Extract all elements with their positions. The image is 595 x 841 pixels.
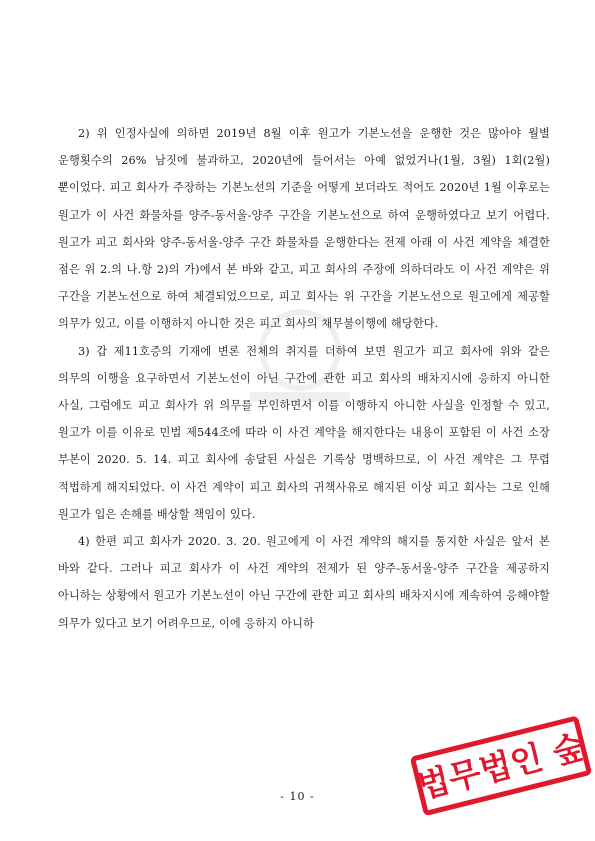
paragraph-2: 2) 위 인정사실에 의하면 2019년 8월 이후 원고가 기본노선을 운행한 것은 많아야 월별 운행횟수의 26% 남짓에 불과하고, 2020년에 들어서는 아예 없었거나(1월, 3월) 1회(2월) 뿐이었다. 피고 회사가 주장하는 기본노선의 기준을 어떻게 보더라도 적어도 2020년 1월 이후로는 원고가 이 사건 화물차를 양주-동서울-양주 구간을 기본노선으로 하여 운행하였다고 보기 어렵다. 원고가 피고 회사와 양주-동서울-양주 구간 화물차를 운행한다는 전제 아래 이 사건 계약을 체결한 점은 위 2.의 나.항 2)의 가)에서 본 바와 같고, 피고 회사의 주장에 의하더라도 이 사건 계약은 위 구간을 기본노선으로 하여 체결되었으므로, 피고 회사는 위 구간을 기본노선으로 원고에게 제공할 의무가 있고, 이를 이행하지 아니한 것은 피고 회사의 채무불이행에 해당한다.: [58, 127, 550, 331]
stamp-text: 법무법인 숲: [413, 726, 589, 806]
paragraph-4: 4) 한편 피고 회사가 2020. 3. 20. 원고에게 이 사건 계약의 해지를 통지한 사실은 앞서 본 바와 같다. 그러나 피고 회사가 이 사건 계약의 전제가 된 양주-동서울-양주 구간을 제공하지 아니하는 상황에서 원고가 기본노선이 아닌 구간에 관한 피고 회사의 배차지시에 계속하여 응해야할 의무가 있다고 보기 어려우므로, 이에 응하지 아니하: [58, 535, 550, 630]
document-body: [58, 120, 550, 637]
page-number: - 10 -: [280, 790, 315, 803]
paragraph-3: 3) 갑 제11호증의 기재에 변론 전체의 취지를 더하여 보면 원고가 피고 회사에 위와 같은 의무의 이행을 요구하면서 기본노선이 아닌 구간에 관한 피고 회사의 배차지시에 응하지 아니한 사실, 그럼에도 피고 회사가 위 의무를 부인하면서 이를 이행하지 아니한 사실을 인정할 수 있고, 원고가 이를 이유로 민법 제544조에 따라 이 사건 계약을 해지한다는 내용이 포함된 이 사건 소장 부본이 2020. 5. 14. 피고 회사에 송달된 사실은 기록상 명백하므로, 이 사건 계약은 그 무렵 적법하게 해지되었다. 이 사건 계약이 피고 회사의 귀책사유로 해지된 이상 피고 회사는 그로 인해 원고가 입은 손해를 배상할 책임이 있다.: [58, 344, 550, 521]
